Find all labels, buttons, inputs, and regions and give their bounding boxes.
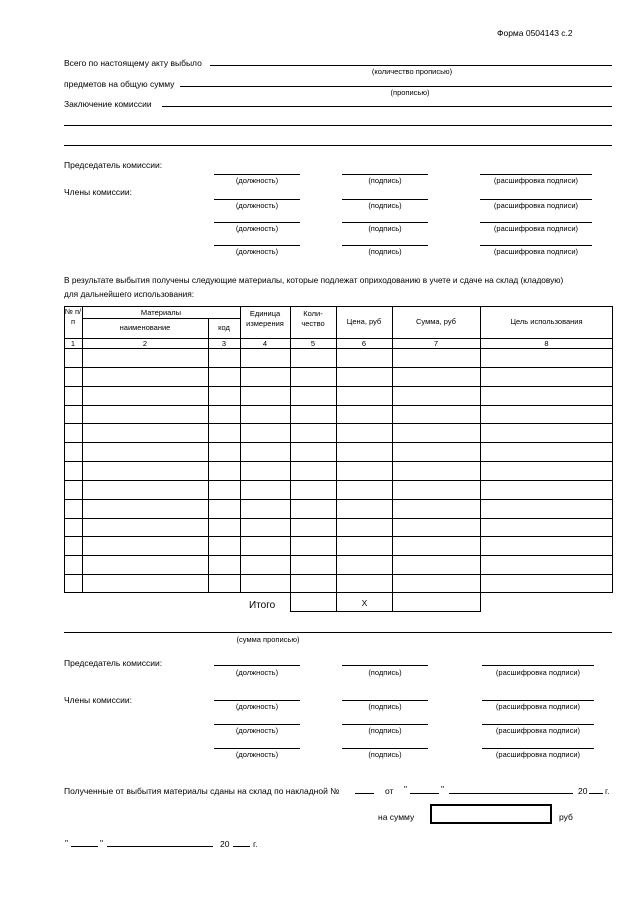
member-top-signature-line-3[interactable] [342, 245, 428, 246]
member-bottom-decoding-caption-1: (расшифровка подписи) [495, 702, 581, 711]
amount-label: на сумму [378, 812, 415, 822]
total-disposed-label: Всего по настоящему акту выбыло [64, 58, 202, 68]
conclusion-line-3[interactable] [64, 145, 612, 146]
chair-decoding-caption-top: (расшифровка подписи) [493, 176, 579, 185]
column-number-6: 6 [361, 339, 367, 348]
chair-decoding-line-top[interactable] [480, 174, 592, 175]
table-col-divider [82, 306, 83, 593]
header-name: наименование [119, 323, 171, 332]
handover-year-line[interactable] [589, 793, 603, 794]
member-bottom-position-line-3[interactable] [214, 748, 300, 749]
member-bottom-decoding-line-2[interactable] [482, 724, 594, 725]
handover-text: Полученные от выбытия материалы сданы на склад по накладной № [64, 786, 340, 796]
handover-day-line[interactable] [410, 793, 439, 794]
table-row[interactable] [64, 461, 613, 462]
header-amount: Сумма, руб [416, 317, 456, 326]
table-row[interactable] [64, 536, 613, 537]
date-year-line[interactable] [233, 846, 250, 847]
total-qty-cell[interactable] [290, 592, 337, 612]
header-qty: Коли-чество [301, 309, 325, 328]
table-row[interactable] [64, 499, 613, 500]
column-number-3: 3 [221, 339, 227, 348]
table-row[interactable] [64, 367, 613, 368]
member-top-position-line-1[interactable] [214, 199, 300, 200]
header-code: код [218, 323, 230, 332]
member-top-signature-line-1[interactable] [342, 199, 428, 200]
chair-decoding-caption-bottom: (расшифровка подписи) [495, 668, 581, 677]
column-number-7: 7 [433, 339, 439, 348]
form-number: Форма 0504143 с.2 [497, 28, 573, 38]
table-row[interactable] [64, 480, 613, 481]
chair-label-top: Председатель комиссии: [64, 160, 163, 170]
member-top-signature-line-2[interactable] [342, 222, 428, 223]
handover-day-quote-close: " [441, 784, 445, 794]
member-top-position-caption-3: (должность) [235, 247, 279, 256]
table-row[interactable] [64, 386, 613, 387]
handover-month-line[interactable] [449, 793, 573, 794]
sum-words-line[interactable] [64, 632, 612, 633]
member-bottom-position-caption-3: (должность) [235, 750, 279, 759]
date-year-suffix: г. [253, 839, 258, 849]
member-top-decoding-line-1[interactable] [480, 199, 592, 200]
table-row[interactable] [64, 574, 613, 575]
chair-signature-caption-bottom: (подпись) [368, 668, 402, 677]
chair-position-line-bottom[interactable] [214, 665, 300, 666]
materials-header-divider [82, 318, 240, 319]
table-col-divider-code [208, 318, 209, 593]
total-amount-cell[interactable] [392, 592, 481, 612]
member-top-decoding-line-2[interactable] [480, 222, 592, 223]
waybill-number-line[interactable] [355, 793, 374, 794]
table-frame [64, 306, 613, 593]
commission-conclusion-label: Заключение комиссии [64, 99, 152, 109]
handover-from-label: от [385, 786, 394, 796]
table-row[interactable] [64, 405, 613, 406]
column-number-4: 4 [262, 339, 268, 348]
member-bottom-decoding-caption-2: (расшифровка подписи) [495, 726, 581, 735]
column-number-2: 2 [142, 339, 148, 348]
member-bottom-signature-line-2[interactable] [342, 724, 428, 725]
total-price-mark: Х [361, 598, 368, 608]
conclusion-line-2[interactable] [64, 125, 612, 126]
member-bottom-signature-line-1[interactable] [342, 700, 428, 701]
member-top-position-caption-1: (должность) [235, 201, 279, 210]
date-quote-close: " [100, 838, 104, 848]
date-day-line[interactable] [71, 846, 98, 847]
header-materials: Материалы [140, 308, 182, 317]
member-bottom-position-caption-1: (должность) [235, 702, 279, 711]
handover-year-suffix: г. [605, 786, 610, 796]
date-quote-open: " [65, 838, 69, 848]
member-bottom-signature-caption-1: (подпись) [368, 702, 402, 711]
header-num: № п/п [64, 307, 82, 326]
table-col-divider [392, 306, 393, 593]
members-label-bottom: Члены комиссии: [64, 695, 133, 705]
total-disposed-line[interactable] [210, 65, 612, 66]
member-top-position-line-3[interactable] [214, 245, 300, 246]
table-row[interactable] [64, 518, 613, 519]
chair-position-line-top[interactable] [214, 174, 300, 175]
date-month-line[interactable] [107, 846, 213, 847]
member-bottom-position-caption-2: (должность) [235, 726, 279, 735]
chair-signature-line-top[interactable] [342, 174, 428, 175]
handover-year-prefix: 20 [578, 786, 588, 796]
qty-words-caption: (количество прописью) [371, 67, 453, 76]
member-bottom-signature-line-3[interactable] [342, 748, 428, 749]
member-bottom-decoding-line-1[interactable] [482, 700, 594, 701]
sum-words-caption-bottom: (сумма прописью) [236, 635, 300, 644]
items-total-sum-line[interactable] [180, 86, 612, 87]
conclusion-line-1[interactable] [162, 106, 612, 107]
chair-signature-line-bottom[interactable] [342, 665, 428, 666]
member-top-decoding-caption-3: (расшифровка подписи) [493, 247, 579, 256]
members-label-top: Члены комиссии: [64, 187, 133, 197]
member-top-decoding-caption-1: (расшифровка подписи) [493, 201, 579, 210]
materials-intro-line-2: для дальнейшего использования: [64, 289, 195, 299]
table-row[interactable] [64, 442, 613, 443]
date-year-prefix: 20 [220, 839, 230, 849]
items-total-sum-label: предметов на общую сумму [64, 79, 175, 89]
table-col-divider [480, 306, 481, 593]
table-col-divider [290, 306, 291, 593]
header-unit: Единица измерения [246, 309, 284, 328]
chair-position-caption-bottom: (должность) [235, 668, 279, 677]
member-bottom-position-line-1[interactable] [214, 700, 300, 701]
chair-signature-caption-top: (подпись) [368, 176, 402, 185]
amount-box[interactable] [430, 804, 552, 824]
column-number-1: 1 [70, 339, 76, 348]
member-bottom-signature-caption-2: (подпись) [368, 726, 402, 735]
member-top-decoding-caption-2: (расшифровка подписи) [493, 224, 579, 233]
member-top-signature-caption-2: (подпись) [368, 224, 402, 233]
member-top-decoding-line-3[interactable] [480, 245, 592, 246]
handover-day-quote-open: " [404, 784, 408, 794]
header-price: Цена, руб [346, 317, 382, 326]
chair-decoding-line-bottom[interactable] [482, 665, 594, 666]
member-bottom-signature-caption-3: (подпись) [368, 750, 402, 759]
table-row[interactable] [64, 555, 613, 556]
table-col-divider [240, 306, 241, 593]
chair-label-bottom: Председатель комиссии: [64, 658, 163, 668]
chair-position-caption-top: (должность) [235, 176, 279, 185]
member-bottom-decoding-caption-3: (расшифровка подписи) [495, 750, 581, 759]
member-bottom-position-line-2[interactable] [214, 724, 300, 725]
header-purpose: Цель использования [510, 317, 583, 326]
table-total-label: Итого [249, 600, 276, 611]
member-top-signature-caption-1: (подпись) [368, 201, 402, 210]
sum-words-caption: (прописью) [390, 88, 430, 97]
member-top-signature-caption-3: (подпись) [368, 247, 402, 256]
column-number-5: 5 [310, 339, 316, 348]
member-top-position-caption-2: (должность) [235, 224, 279, 233]
table-row[interactable] [64, 423, 613, 424]
member-top-position-line-2[interactable] [214, 222, 300, 223]
member-bottom-decoding-line-3[interactable] [482, 748, 594, 749]
materials-intro-line-1: В результате выбытия получены следующие материалы, которые подлежат оприходованию в учете и сдаче на склад (кладовую) [64, 275, 564, 285]
table-col-divider [336, 306, 337, 593]
currency-label: руб [559, 812, 573, 822]
column-number-8: 8 [544, 339, 549, 348]
